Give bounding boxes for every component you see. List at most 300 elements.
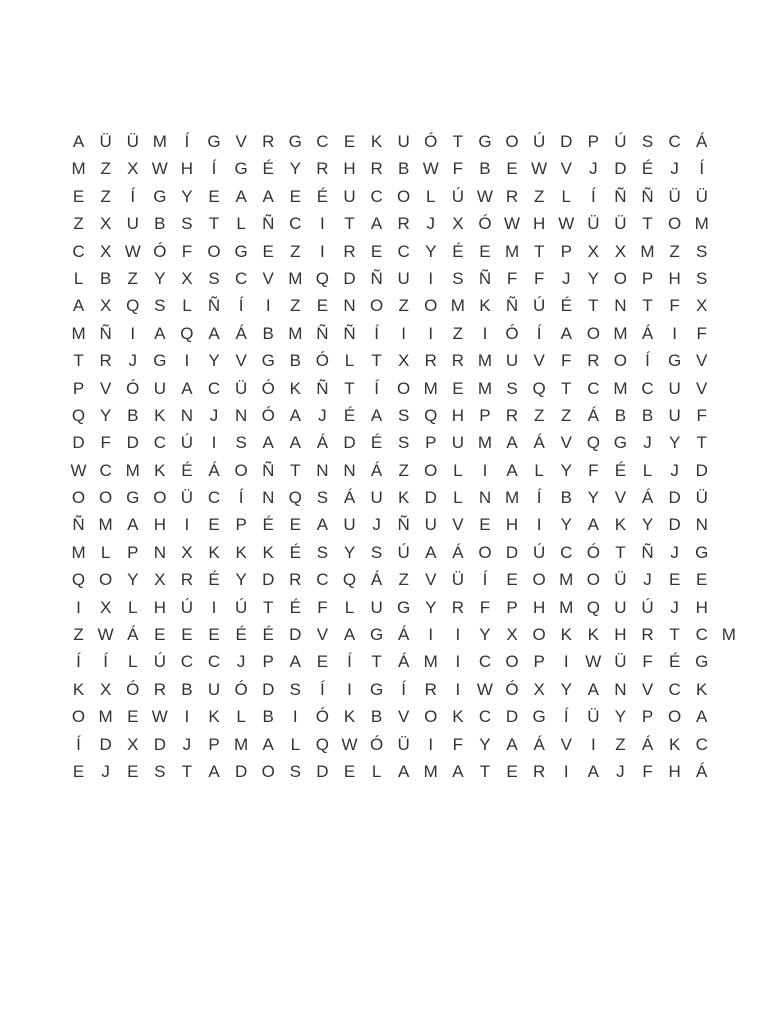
grid-letter: M — [504, 488, 520, 508]
grid-letter: V — [560, 734, 572, 754]
grid-letter: J — [182, 734, 192, 754]
grid-letter: Ñ — [478, 268, 492, 288]
grid-letter: C — [370, 186, 383, 206]
grid-letter: Ó — [315, 351, 329, 371]
grid-letter: Q — [71, 405, 86, 425]
grid-letter: B — [181, 679, 193, 699]
grid-letter: Z — [452, 323, 464, 343]
grid-letter: G — [288, 132, 302, 151]
grid-letter: F — [100, 433, 111, 453]
grid-letter: E — [370, 241, 383, 261]
grid-letter: É — [316, 186, 329, 206]
grid-letter: T — [642, 296, 653, 316]
grid-letter: Í — [347, 652, 352, 672]
grid-letter: G — [397, 597, 411, 617]
grid-letter: B — [560, 488, 572, 508]
grid-letter: I — [455, 625, 461, 645]
grid-letter: O — [586, 323, 600, 343]
grid-letter: U — [343, 186, 356, 206]
grid-letter: Y — [99, 405, 112, 425]
grid-letter: O — [71, 707, 86, 727]
grid-letter: H — [695, 597, 708, 617]
grid-letter: S — [398, 405, 410, 425]
grid-letter: O — [424, 296, 438, 316]
grid-letter: G — [207, 132, 221, 151]
grid-letter: A — [208, 323, 220, 343]
grid-letter: N — [695, 515, 708, 535]
grid-letter: C — [695, 734, 708, 754]
grid-letter: E — [506, 159, 518, 179]
grid-letter: Í — [76, 734, 81, 754]
grid-row — [65, 621, 742, 648]
grid-letter: G — [234, 159, 248, 179]
grid-letter: M — [721, 625, 736, 645]
grid-letter: U — [451, 433, 464, 453]
grid-letter: R — [180, 570, 194, 590]
grid-letter: B — [289, 351, 301, 371]
grid-letter: V — [235, 351, 247, 371]
grid-letter: B — [641, 405, 654, 425]
grid-letter: W — [341, 734, 358, 754]
grid-row — [65, 347, 742, 374]
grid-letter: Ú — [533, 296, 546, 316]
grid-row — [65, 731, 742, 758]
grid-letter: E — [479, 241, 491, 261]
grid-letter: O — [397, 186, 411, 206]
grid-letter: L — [344, 597, 355, 617]
grid-letter: J — [236, 652, 246, 672]
grid-letter: Í — [482, 570, 488, 590]
grid-letter: É — [208, 570, 220, 590]
grid-letter: M — [477, 351, 493, 371]
grid-letter: L — [236, 707, 246, 727]
grid-letter: D — [695, 460, 708, 480]
grid-letter: K — [289, 378, 301, 398]
grid-letter: Z — [398, 296, 409, 316]
grid-letter: C — [316, 132, 329, 151]
grid-letter: K — [614, 515, 627, 535]
grid-letter: U — [424, 515, 437, 535]
grid-letter: M — [613, 323, 628, 343]
grid-letter: B — [398, 159, 410, 179]
grid-letter: Ó — [586, 542, 600, 562]
grid-letter: É — [641, 159, 654, 179]
grid-letter: T — [371, 351, 382, 371]
grid-letter: Ñ — [262, 460, 275, 480]
grid-letter: U — [370, 597, 383, 617]
grid-letter: W — [504, 214, 521, 234]
grid-letter: R — [587, 351, 600, 371]
grid-letter: I — [320, 241, 325, 261]
grid-letter: K — [262, 542, 274, 562]
grid-letter: R — [533, 761, 546, 781]
grid-row — [65, 676, 742, 703]
grid-letter: U — [370, 488, 383, 508]
grid-letter: W — [70, 460, 87, 480]
grid-letter: A — [235, 186, 247, 206]
grid-letter: I — [130, 323, 136, 343]
grid-letter: O — [532, 625, 546, 645]
grid-letter: S — [398, 433, 410, 453]
grid-letter: Ü — [451, 570, 464, 590]
grid-row — [65, 539, 742, 566]
grid-letter: S — [452, 268, 464, 288]
grid-letter: M — [423, 761, 438, 781]
grid-letter: V — [614, 488, 627, 508]
grid-letter: Y — [668, 433, 681, 453]
grid-letter: É — [181, 460, 193, 480]
grid-letter: Ü — [180, 488, 194, 508]
grid-letter: M — [288, 268, 303, 288]
grid-letter: U — [397, 132, 410, 151]
grid-letter: D — [262, 679, 275, 699]
grid-letter: G — [695, 652, 709, 672]
grid-letter: C — [99, 460, 112, 480]
grid-letter: K — [587, 625, 599, 645]
grid-letter: Ó — [153, 241, 167, 261]
grid-letter: R — [153, 679, 166, 699]
grid-letter: N — [614, 296, 627, 316]
grid-letter: C — [153, 433, 166, 453]
grid-letter: F — [588, 460, 599, 480]
grid-row — [65, 183, 742, 210]
grid-letter: Ó — [261, 378, 275, 398]
grid-letter: T — [696, 433, 707, 453]
grid-letter: K — [343, 707, 356, 727]
grid-letter: M — [559, 570, 574, 590]
grid-letter: C — [668, 679, 681, 699]
grid-letter: Ñ — [641, 186, 654, 206]
grid-letter: A — [289, 433, 301, 453]
grid-letter: I — [590, 734, 596, 754]
grid-letter: G — [234, 241, 248, 261]
grid-letter: J — [643, 570, 652, 590]
grid-letter: Y — [289, 159, 301, 179]
grid-letter: Z — [398, 460, 409, 480]
grid-letter: Ñ — [99, 323, 112, 343]
grid-letter: F — [696, 405, 707, 425]
grid-letter: S — [370, 542, 383, 562]
grid-letter: R — [505, 405, 519, 425]
grid-letter: K — [668, 734, 681, 754]
grid-letter: Ú — [614, 132, 627, 151]
grid-letter: Ü — [126, 132, 139, 151]
grid-letter: M — [288, 323, 303, 343]
grid-letter: W — [124, 241, 141, 261]
grid-letter: E — [289, 515, 301, 535]
grid-letter: K — [235, 542, 247, 562]
grid-letter: Y — [641, 515, 654, 535]
grid-letter: X — [533, 679, 545, 699]
grid-letter: Ó — [478, 214, 492, 234]
grid-letter: Z — [73, 625, 84, 645]
grid-letter: Ó — [261, 405, 275, 425]
grid-letter: O — [234, 460, 248, 480]
grid-letter: Ó — [424, 132, 438, 151]
grid-letter: H — [180, 159, 194, 179]
grid-letter: Ü — [695, 488, 708, 508]
grid-letter: Q — [315, 734, 329, 754]
grid-letter: Y — [479, 734, 491, 754]
grid-letter: T — [561, 378, 572, 398]
grid-letter: Á — [696, 761, 708, 781]
grid-letter: Q — [532, 378, 546, 398]
grid-letter: S — [208, 268, 220, 288]
grid-row — [65, 457, 742, 484]
grid-letter: X — [127, 159, 139, 179]
grid-letter: V — [533, 351, 545, 371]
grid-letter: C — [397, 241, 410, 261]
grid-letter: É — [370, 433, 383, 453]
grid-letter: R — [99, 351, 112, 371]
grid-letter: A — [208, 761, 220, 781]
grid-letter: F — [533, 268, 545, 288]
grid-letter: W — [422, 159, 439, 179]
grid-letter: M — [504, 241, 520, 261]
grid-letter: J — [670, 597, 679, 617]
grid-letter: Í — [238, 488, 244, 508]
grid-letter: Z — [615, 734, 626, 754]
grid-letter: M — [613, 378, 628, 398]
grid-letter: I — [455, 652, 461, 672]
grid-letter: V — [235, 132, 247, 151]
grid-letter: A — [506, 734, 518, 754]
grid-letter: M — [71, 159, 86, 179]
grid-letter: Y — [343, 542, 356, 562]
grid-letter: Á — [641, 323, 654, 343]
grid-letter: M — [477, 433, 493, 453]
grid-letter: P — [533, 652, 545, 672]
grid-letter: Y — [235, 570, 247, 590]
grid-letter: A — [72, 296, 85, 316]
grid-letter: X — [99, 679, 112, 699]
grid-letter: C — [207, 378, 221, 398]
grid-letter: X — [696, 296, 708, 316]
grid-letter: J — [643, 433, 652, 453]
grid-letter: D — [505, 542, 519, 562]
grid-letter: C — [72, 241, 85, 261]
grid-letter: O — [369, 296, 384, 316]
grid-letter: Q — [180, 323, 194, 343]
grid-letter: Q — [288, 488, 302, 508]
grid-letter: M — [71, 542, 86, 562]
grid-letter: X — [452, 214, 464, 234]
grid-letter: T — [588, 296, 599, 316]
grid-letter: M — [125, 460, 140, 480]
grid-letter: T — [642, 214, 653, 234]
grid-letter: O — [424, 707, 438, 727]
grid-letter: W — [97, 625, 114, 645]
grid-letter: A — [398, 761, 410, 781]
grid-letter: G — [478, 132, 492, 151]
grid-letter: I — [482, 323, 488, 343]
grid-letter: Ú — [153, 652, 166, 672]
grid-letter: S — [154, 296, 166, 316]
grid-letter: R — [343, 241, 356, 261]
grid-letter: F — [317, 597, 328, 617]
grid-letter: F — [642, 761, 653, 781]
grid-letter: O — [613, 351, 628, 371]
grid-letter: I — [76, 597, 81, 617]
grid-letter: U — [126, 214, 139, 234]
grid-row — [65, 429, 742, 456]
grid-letter: Ñ — [262, 214, 275, 234]
grid-letter: M — [640, 241, 655, 261]
grid-letter: R — [641, 625, 654, 645]
grid-letter: O — [99, 570, 113, 590]
grid-letter: X — [181, 542, 193, 562]
grid-letter: T — [263, 597, 274, 617]
grid-letter: B — [262, 707, 274, 727]
grid-letter: Á — [641, 734, 654, 754]
grid-letter: G — [667, 351, 682, 371]
grid-letter: Ü — [234, 378, 248, 398]
grid-letter: E — [127, 707, 139, 727]
grid-letter: P — [208, 734, 220, 754]
grid-letter: E — [72, 186, 85, 206]
grid-letter: F — [181, 241, 193, 261]
grid-row — [65, 210, 742, 237]
grid-letter: Y — [425, 597, 437, 617]
grid-letter: Ñ — [505, 296, 519, 316]
grid-letter: Y — [560, 460, 572, 480]
grid-letter: Ü — [614, 570, 627, 590]
grid-letter: E — [72, 761, 85, 781]
grid-letter: Ú — [533, 542, 546, 562]
grid-letter: D — [126, 433, 139, 453]
grid-letter: E — [668, 570, 681, 590]
grid-letter: K — [479, 296, 491, 316]
grid-letter: C — [316, 570, 329, 590]
grid-letter: A — [343, 625, 356, 645]
grid-letter: H — [343, 159, 356, 179]
grid-letter: Í — [536, 488, 542, 508]
grid-letter: K — [696, 679, 708, 699]
grid-letter: V — [560, 159, 572, 179]
grid-letter: Ú — [397, 542, 410, 562]
grid-letter: Í — [536, 323, 542, 343]
grid-letter: K — [560, 625, 572, 645]
grid-letter: L — [534, 460, 544, 480]
grid-letter: Á — [533, 734, 545, 754]
grid-letter: Ü — [668, 186, 681, 206]
grid-letter: E — [452, 378, 464, 398]
grid-letter: A — [425, 542, 437, 562]
grid-letter: M — [234, 734, 249, 754]
grid-letter: S — [696, 268, 708, 288]
grid-letter: Q — [315, 268, 329, 288]
grid-letter: Q — [342, 570, 357, 590]
grid-letter: P — [560, 241, 572, 261]
grid-letter: K — [208, 707, 220, 727]
grid-letter: O — [667, 214, 682, 234]
grid-letter: L — [561, 186, 571, 206]
grid-letter: Á — [343, 488, 356, 508]
grid-letter: T — [208, 214, 220, 234]
grid-letter: I — [455, 679, 461, 699]
grid-letter: Ñ — [72, 515, 85, 535]
grid-letter: V — [316, 625, 329, 645]
grid-letter: J — [589, 159, 598, 179]
grid-letter: L — [236, 214, 246, 234]
grid-letter: Z — [127, 268, 138, 288]
grid-letter: Á — [533, 433, 545, 453]
grid-row — [65, 511, 742, 538]
grid-letter: L — [182, 296, 192, 316]
grid-letter: J — [101, 761, 110, 781]
grid-letter: T — [344, 378, 355, 398]
grid-letter: H — [614, 625, 627, 645]
grid-letter: C — [180, 652, 194, 672]
grid-letter: Á — [696, 132, 708, 151]
grid-letter: H — [533, 597, 546, 617]
grid-letter: J — [616, 761, 625, 781]
grid-letter: R — [424, 351, 437, 371]
grid-letter: M — [423, 378, 438, 398]
grid-letter: P — [641, 707, 654, 727]
grid-letter: E — [154, 625, 166, 645]
grid-letter: B — [614, 405, 627, 425]
grid-letter: Q — [586, 433, 600, 453]
grid-letter: Í — [103, 652, 108, 672]
grid-letter: Z — [73, 214, 84, 234]
grid-letter: Ó — [126, 679, 140, 699]
grid-letter: Ñ — [614, 186, 627, 206]
grid-letter: C — [668, 132, 681, 151]
grid-letter: Ú — [234, 597, 248, 617]
grid-letter: E — [289, 186, 301, 206]
grid-letter: N — [180, 405, 194, 425]
grid-letter: V — [262, 268, 274, 288]
grid-row — [65, 128, 742, 155]
grid-letter: Í — [211, 159, 217, 179]
grid-letter: D — [316, 761, 329, 781]
grid-letter: J — [128, 351, 137, 371]
grid-letter: S — [154, 761, 166, 781]
grid-letter: J — [561, 268, 571, 288]
grid-letter: N — [343, 460, 356, 480]
grid-letter: Z — [398, 570, 409, 590]
grid-letter: J — [372, 515, 381, 535]
grid-letter: E — [506, 570, 518, 590]
grid-letter: S — [316, 488, 329, 508]
grid-letter: U — [668, 405, 681, 425]
grid-letter: L — [453, 460, 463, 480]
grid-letter: E — [479, 515, 491, 535]
grid-letter: F — [506, 268, 518, 288]
grid-letter: W — [151, 707, 168, 727]
grid-letter: Ú — [180, 433, 194, 453]
grid-letter: F — [479, 597, 491, 617]
grid-letter: X — [506, 625, 518, 645]
grid-letter: Á — [398, 625, 410, 645]
grid-letter: A — [262, 186, 274, 206]
grid-letter: S — [181, 214, 193, 234]
grid-letter: Y — [587, 268, 599, 288]
grid-row — [65, 292, 742, 319]
grid-letter: N — [153, 542, 166, 562]
grid-letter: A — [181, 378, 193, 398]
grid-letter: G — [532, 707, 546, 727]
grid-letter: A — [316, 515, 329, 535]
grid-letter: C — [207, 652, 221, 672]
grid-letter: G — [153, 351, 167, 371]
grid-letter: Y — [560, 679, 572, 699]
grid-letter: A — [587, 761, 599, 781]
grid-letter: Ü — [397, 734, 410, 754]
grid-letter: K — [72, 679, 85, 699]
grid-letter: Y — [479, 625, 491, 645]
